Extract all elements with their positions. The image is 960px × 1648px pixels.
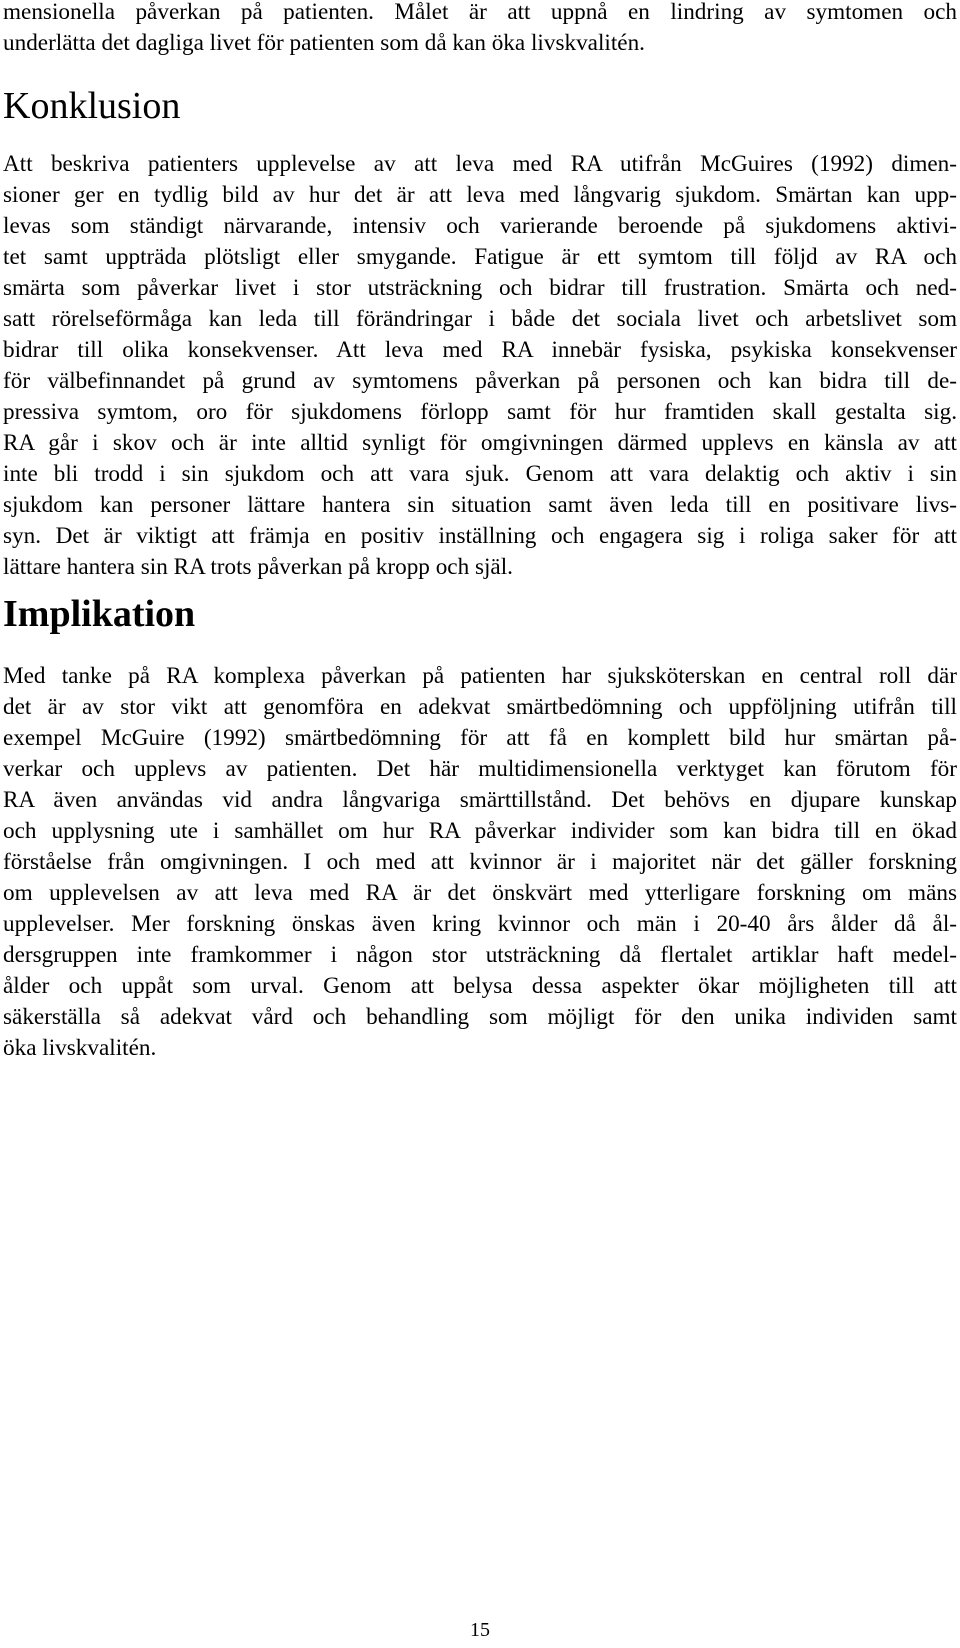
text-line: sjukdom kan personer lättare hantera sin situation samt även leda till en positivare livs- [3, 492, 957, 518]
text-line: pressiva symtom, oro för sjukdomens förlopp samt för hur framtiden skall gestalta sig. [3, 399, 957, 425]
text-line: RA även användas vid andra långvariga smärttillstånd. Det behövs en djupare kunskap [3, 787, 957, 813]
text-line: verkar och upplevs av patienten. Det här multidimensionella verktyget kan förutom för [3, 756, 957, 782]
text-line: och upplysning ute i samhället om hur RA påverkar individer som kan bidra till en ökad [3, 818, 957, 844]
text-line: sioner ger en tydlig bild av hur det är att leva med långvarig sjukdom. Smärtan kan upp- [3, 182, 957, 208]
text-line: levas som ständigt närvarande, intensiv och varierande beroende på sjukdomens aktivi- [3, 213, 957, 239]
text-line: exempel McGuire (1992) smärtbedömning för att få en komplett bild hur smärtan på- [3, 725, 957, 751]
page-number: 15 [470, 1619, 490, 1641]
text-line: för välbefinnandet på grund av symtomens påverkan på personen och kan bidra till de- [3, 368, 957, 394]
text-line: säkerställa så adekvat vård och behandling som möjligt för den unika individen samt [3, 1004, 957, 1030]
text-line: tet samt uppträda plötsligt eller smygande. Fatigue är ett symtom till följd av RA och [3, 244, 957, 270]
text-line: satt rörelseförmåga kan leda till förändringar i både det sociala livet och arbetslivet som [3, 306, 957, 332]
text-line: mensionella påverkan på patienten. Målet är att uppnå en lindring av symtomen och [3, 0, 957, 25]
text-line: dersgruppen inte framkommer i någon stor utsträckning då flertalet artiklar haft medel- [3, 942, 957, 968]
text-line: lättare hantera sin RA trots påverkan på kropp och själ. [3, 554, 513, 580]
text-line: syn. Det är viktigt att främja en positiv inställning och engagera sig i roliga saker för att [3, 523, 957, 549]
text-line: upplevelser. Mer forskning önskas även kring kvinnor och män i 20-40 års ålder då ål- [3, 911, 957, 937]
text-line: underlätta det dagliga livet för patienten som då kan öka livskvalitén. [3, 30, 645, 56]
section-heading-konklusion: Konklusion [3, 85, 181, 127]
text-line: förståelse från omgivningen. I och med att kvinnor är i majoritet när det gäller forskning [3, 849, 957, 875]
text-line: ålder och uppåt som urval. Genom att belysa dessa aspekter ökar möjligheten till att [3, 973, 957, 999]
text-line: bidrar till olika konsekvenser. Att leva med RA innebär fysiska, psykiska konsekvenser [3, 337, 957, 363]
text-line: inte bli trodd i sin sjukdom och att vara sjuk. Genom att vara delaktig och aktiv i sin [3, 461, 957, 487]
text-line: smärta som påverkar livet i stor utsträckning och bidrar till frustration. Smärta och ned- [3, 275, 957, 301]
text-line: RA går i skov och är inte alltid synligt för omgivningen därmed upplevs en känsla av att [3, 430, 957, 456]
text-line: öka livskvalitén. [3, 1035, 157, 1061]
text-line: Att beskriva patienters upplevelse av att leva med RA utifrån McGuires (1992) dimen- [3, 151, 957, 177]
text-line: det är av stor vikt att genomföra en adekvat smärtbedömning och uppföljning utifrån till [3, 694, 957, 720]
section-heading-implikation: Implikation [3, 593, 196, 635]
text-line: Med tanke på RA komplexa påverkan på patienten har sjuksköterskan en central roll där [3, 663, 957, 689]
text-line: om upplevelsen av att leva med RA är det önskvärt med ytterligare forskning om mäns [3, 880, 957, 906]
